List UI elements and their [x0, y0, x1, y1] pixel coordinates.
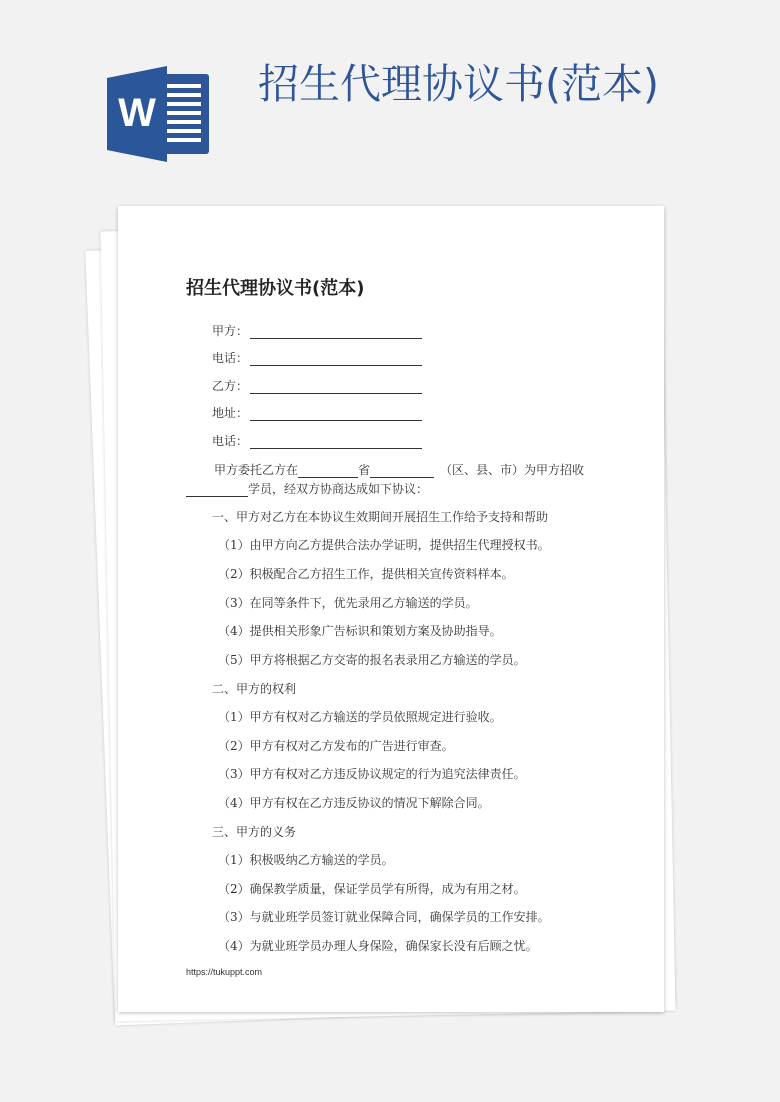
- clause-item: （5）甲方将根据乙方交寄的报名表录用乙方输送的学员。: [218, 653, 526, 667]
- field-label: 电话：: [212, 434, 249, 448]
- word-icon-letter: W: [118, 91, 156, 135]
- intro-text: （区、县、市）为甲方招收: [440, 463, 585, 477]
- clause-item: （3）在同等条件下，优先录用乙方输送的学员。: [218, 596, 478, 610]
- source-url-link[interactable]: https://tukuppt.com: [186, 967, 263, 977]
- fill-in-blank: [186, 484, 248, 497]
- intro-text: 省: [358, 463, 371, 477]
- intro-line-2: [186, 481, 428, 497]
- fill-in-line: [250, 407, 422, 421]
- fill-in-line: [250, 352, 422, 366]
- page-heading: 招生代理协议书(范本): [258, 60, 659, 108]
- section-heading: 三、甲方的义务: [212, 825, 297, 839]
- fill-in-line: [250, 380, 422, 394]
- intro-text: 学员，经双方协商达成如下协议：: [248, 482, 429, 496]
- address-field: [212, 405, 422, 421]
- field-label: 地址：: [212, 406, 249, 420]
- field-label: 电话：: [212, 351, 249, 365]
- fill-in-blank: [370, 465, 434, 478]
- fill-in-line: [250, 325, 422, 339]
- field-label: 甲方：: [212, 324, 249, 338]
- section-heading: 二、甲方的权利: [212, 682, 297, 696]
- clause-item: （2）确保教学质量，保证学员学有所得，成为有用之材。: [218, 882, 526, 896]
- clause-item: （4）提供相关形象广告标识和策划方案及协助指导。: [218, 624, 502, 638]
- party-b-field: [212, 378, 422, 394]
- party-b-phone-field: [212, 433, 422, 449]
- clause-item: （1）甲方有权对乙方输送的学员依照规定进行验收。: [218, 710, 502, 724]
- clause-item: （3）与就业班学员签订就业保障合同，确保学员的工作安排。: [218, 910, 550, 924]
- field-label: 乙方：: [212, 379, 249, 393]
- party-a-phone-field: [212, 350, 422, 366]
- clause-item: （1）积极吸纳乙方输送的学员。: [218, 853, 394, 867]
- clause-item: （4）为就业班学员办理人身保险，确保家长没有后顾之忧。: [218, 939, 538, 953]
- party-a-field: [212, 323, 422, 339]
- fill-in-line: [250, 435, 422, 449]
- word-document-icon: [107, 66, 211, 162]
- clause-item: （3）甲方有权对乙方违反协议规定的行为追究法律责任。: [218, 767, 526, 781]
- clause-item: （2）积极配合乙方招生工作，提供相关宣传资料样本。: [218, 567, 514, 581]
- document-title: 招生代理协议书(范本): [186, 278, 365, 299]
- clause-item: （2）甲方有权对乙方发布的广告进行审查。: [218, 739, 454, 753]
- intro-line-1: [214, 462, 584, 478]
- fill-in-blank: [298, 465, 358, 478]
- clause-item: （1）由甲方向乙方提供合法办学证明，提供招生代理授权书。: [218, 538, 550, 552]
- section-heading: 一、甲方对乙方在本协议生效期间开展招生工作给予支持和帮助: [212, 510, 549, 524]
- clause-item: （4）甲方有权在乙方违反协议的情况下解除合同。: [218, 796, 490, 810]
- intro-text: 甲方委托乙方在: [214, 463, 299, 477]
